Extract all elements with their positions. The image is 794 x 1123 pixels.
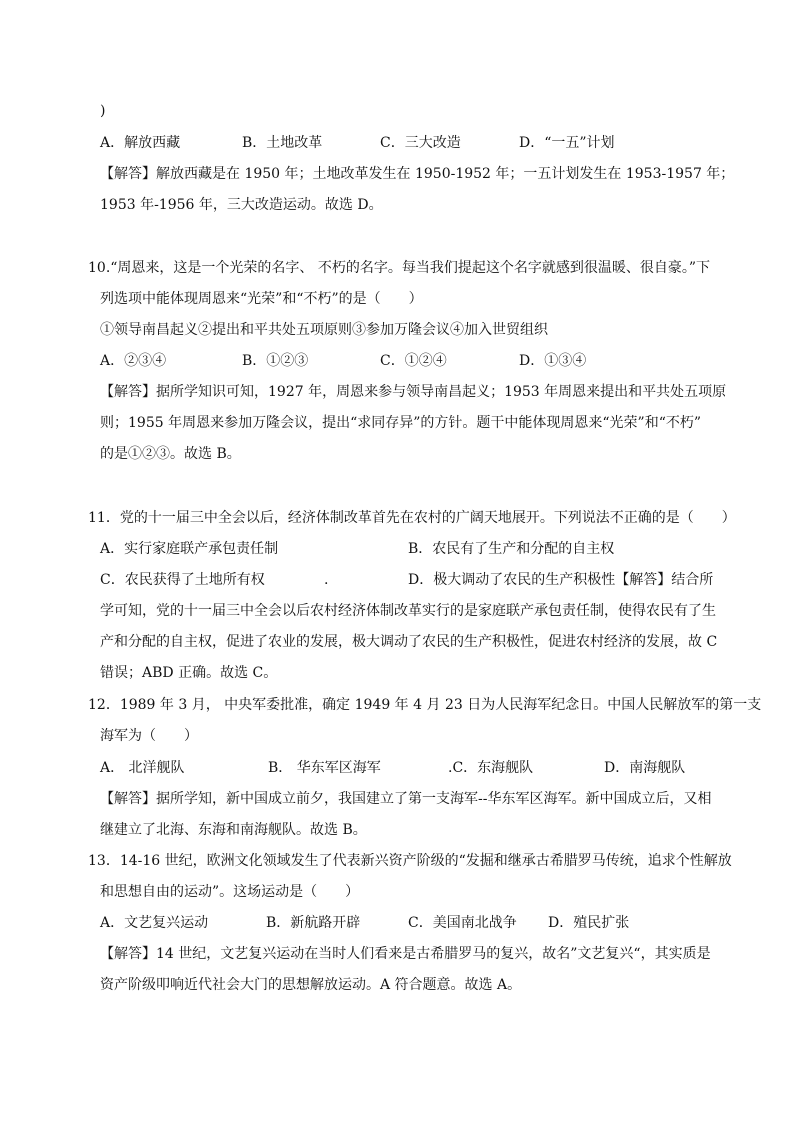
- option-c: C．美国南北战争: [408, 915, 517, 931]
- answer-line: 学可知，党的十一届三中全会以后农村经济体制改革实行的是家庭联产承包责任制，使得农民有了生: [100, 603, 716, 619]
- option-a: A．②③④: [100, 353, 167, 369]
- answer-line: 产和分配的自主权，促进了农业的发展，极大调动了农民的生产积极性，促进农村经济的发展，故 C: [100, 634, 718, 650]
- option-d: D．①③④: [519, 353, 587, 369]
- option-c: C．①②④: [380, 353, 447, 369]
- option-a: A．实行家庭联产承包责任制: [100, 541, 279, 557]
- option-b: B．①②③: [242, 353, 309, 369]
- option-d: D．极大调动了农民的生产积极性【解答】结合所: [408, 572, 714, 588]
- option-d: D．“一五”计划: [519, 135, 615, 151]
- answer-line: 资产阶级叩响近代社会大门的思想解放运动。A 符合题意。故选 A。: [100, 977, 522, 993]
- question-11-stem: 11．党的十一届三中全会以后，经济体制改革首先在农村的广阔天地展开。下列说法不正确的是（ ）: [88, 510, 736, 526]
- option-a: A． 北洋舰队: [100, 760, 185, 776]
- answer-line: 错误；ABD 正确。故选 C。: [100, 665, 278, 681]
- paren-close: ): [100, 103, 106, 119]
- answer-line: 则；1955 年周恩来参加万隆会议，提出“求同存异”的方针。题干中能体现周恩来“光荣”和“不朽”: [100, 415, 702, 431]
- answer-line: 【解答】据所学知，新中国成立前夕，我国建立了第一支海军--华东军区海军。新中国成立后，又相: [100, 791, 712, 807]
- answer-line: 继建立了北海、东海和南海舰队。故选 B。: [100, 822, 367, 838]
- question-10-stem: 10.“周恩来，这是一个光荣的名字、 不朽的名字。每当我们提起这个名字就感到很温暖、很自豪。”下: [88, 260, 711, 276]
- option-c: C．三大改造: [380, 135, 461, 151]
- answer-line: 【解答】14 世纪，文艺复兴运动在当时人们看来是古希腊罗马的复兴，故名”文艺复兴“，其实质是: [100, 946, 711, 962]
- question-13-stem: 13．14-16 世纪，欧洲文化领域发生了代表新兴资产阶级的“发掘和继承古希腊罗马传统，追求个性解放: [88, 853, 732, 869]
- answer-line: 1953 年-1956 年，三大改造运动。故选 D。: [100, 197, 383, 213]
- option-b: B． 华东军区海军: [268, 760, 381, 776]
- question-12-stem: 12．1989 年 3 月， 中央军委批准，确定 1949 年 4 月 23 日为人民海军纪念日。中国人民解放军的第一支: [88, 697, 762, 713]
- option-b: B．新航路开辟: [266, 915, 361, 931]
- stray-dot: .: [324, 572, 329, 588]
- option-b: B．农民有了生产和分配的自主权: [408, 541, 615, 557]
- option-c: C．农民获得了土地所有权: [100, 572, 265, 588]
- question-10-statements: ①领导南昌起义②提出和平共处五项原则③参加万隆会议④加入世贸组织: [100, 322, 548, 338]
- answer-line: 的是①②③。故选 B。: [100, 446, 241, 462]
- answer-line: 【解答】解放西藏是在 1950 年；土地改革发生在 1950-1952 年；一五计划发生在 1953-1957 年；: [100, 166, 735, 182]
- option-d: D．殖民扩张: [548, 915, 630, 931]
- option-c: .C．东海舰队: [448, 760, 534, 776]
- question-13-stem: 和思想自由的运动”。这场运动是（ ）: [100, 884, 360, 900]
- option-a: A．文艺复兴运动: [100, 915, 209, 931]
- option-b: B．土地改革: [242, 135, 323, 151]
- question-12-stem: 海军为（ ）: [100, 728, 198, 744]
- question-10-stem: 列选项中能体现周恩来“光荣”和“不朽”的是（ ）: [100, 291, 423, 307]
- option-a: A．解放西藏: [100, 135, 181, 151]
- option-d: D．南海舰队: [604, 760, 686, 776]
- answer-line: 【解答】据所学知识可知，1927 年，周恩来参与领导南昌起义；1953 年周恩来提出和平共处五项原: [100, 384, 727, 400]
